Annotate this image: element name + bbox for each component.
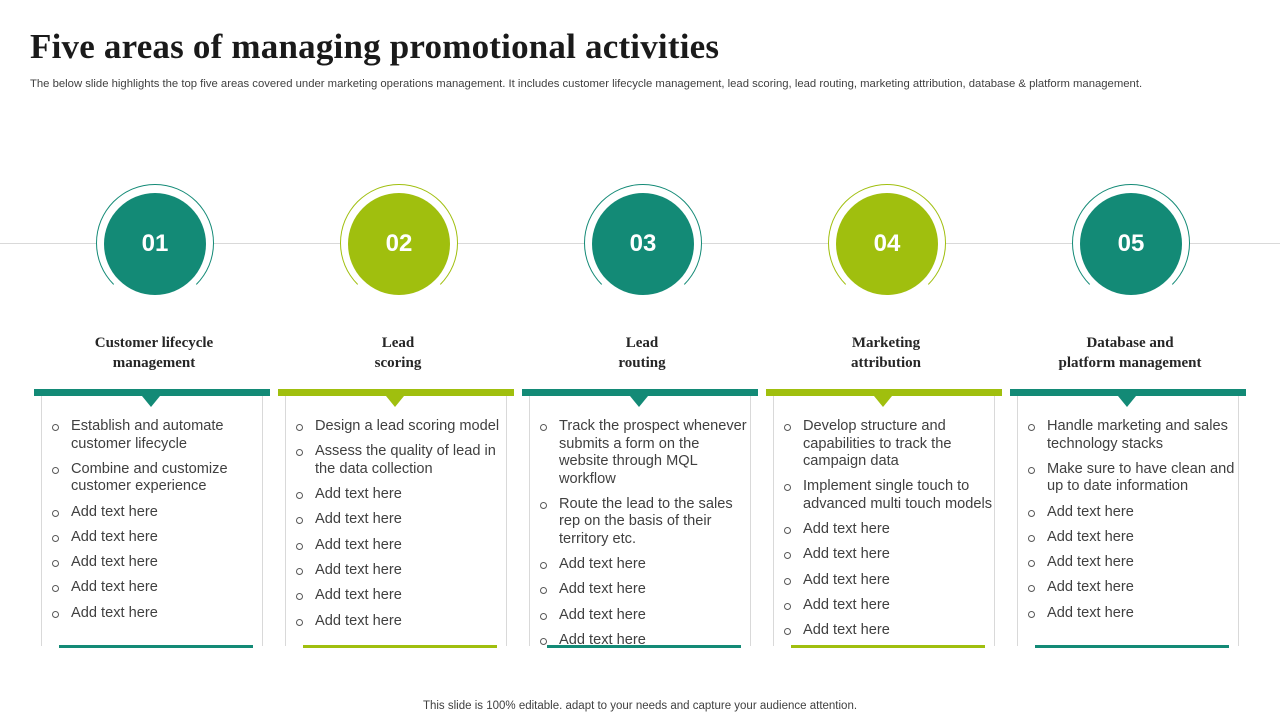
- area-3-bullet-list: [540, 418, 748, 657]
- list-item: Add text here: [1028, 504, 1236, 522]
- list-item: Implement single touch to advanced multi touch models: [784, 478, 992, 513]
- list-item: Develop structure and capabilities to track the campaign data: [784, 418, 992, 471]
- list-item: Handle marketing and sales technology stacks: [1028, 418, 1236, 453]
- area-4-number-circle: 04: [836, 193, 938, 295]
- list-item: Add text here: [296, 486, 504, 504]
- area-column-4: [766, 0, 1010, 720]
- list-item: Add text here: [784, 572, 992, 590]
- list-item: Make sure to have clean and up to date information: [1028, 461, 1236, 496]
- list-item: Add text here: [296, 562, 504, 580]
- list-item: Track the prospect whenever submits a form on the website through MQL workflow: [540, 418, 748, 488]
- area-3-heading-line1: Lead: [625, 335, 659, 351]
- area-2-number-circle: 02: [348, 193, 450, 295]
- list-item: Assess the quality of lead in the data collection: [296, 443, 504, 478]
- area-2-heading-line1: Lead: [381, 335, 415, 351]
- area-3-heading: [522, 333, 762, 373]
- area-1-heading-line1: Customer lifecycle: [94, 335, 214, 351]
- list-item: Add text here: [52, 554, 260, 572]
- list-item: Add text here: [1028, 529, 1236, 547]
- area-2-bullet-list: [296, 418, 504, 638]
- slide-subtitle: The below slide highlights the top five areas covered under marketing operations management. It includes customer lifecycle management, lead scoring, lead routing, marketing attribution, database & platform management.: [30, 78, 1143, 90]
- slide-title: Five areas of managing promotional activities: [30, 27, 720, 66]
- area-2-bottom-bar: [303, 645, 497, 648]
- list-item: Add text here: [540, 556, 748, 574]
- list-item: Add text here: [52, 605, 260, 623]
- list-item: Add text here: [540, 632, 748, 650]
- list-item: Add text here: [784, 597, 992, 615]
- area-1-heading-line2: management: [112, 355, 196, 371]
- list-item: Add text here: [1028, 554, 1236, 572]
- area-5-heading-line2: platform management: [1058, 355, 1202, 371]
- list-item: Add text here: [52, 529, 260, 547]
- area-column-5: [1010, 0, 1254, 720]
- area-4-heading-line2: attribution: [850, 355, 921, 371]
- area-5-number-circle: 05: [1080, 193, 1182, 295]
- list-item: Add text here: [296, 511, 504, 529]
- list-item: Add text here: [296, 537, 504, 555]
- slide-footer-note: This slide is 100% editable. adapt to your needs and capture your audience attention.: [422, 700, 858, 712]
- list-item: Add text here: [52, 504, 260, 522]
- list-item: Add text here: [784, 521, 992, 539]
- list-item: Add text here: [784, 622, 992, 640]
- area-4-heading-line1: Marketing: [851, 335, 921, 351]
- area-column-2: [278, 0, 522, 720]
- area-3-heading-line2: routing: [618, 355, 666, 371]
- area-column-3: [522, 0, 766, 720]
- area-1-heading: [34, 333, 274, 373]
- list-item: Combine and customize customer experience: [52, 461, 260, 496]
- list-item: Add text here: [1028, 605, 1236, 623]
- area-5-bullet-list: [1028, 418, 1236, 630]
- area-2-heading-line2: scoring: [374, 355, 422, 371]
- area-5-heading: [1010, 333, 1250, 373]
- list-item: Add text here: [540, 607, 748, 625]
- area-1-bottom-bar: [59, 645, 253, 648]
- area-5-header-bar: [1010, 389, 1246, 396]
- area-4-heading: [766, 333, 1006, 373]
- list-item: Add text here: [296, 613, 504, 631]
- area-1-header-bar: [34, 389, 270, 396]
- area-5-heading-line1: Database and: [1086, 335, 1174, 351]
- area-2-header-bar: [278, 389, 514, 396]
- list-item: Establish and automate customer lifecycle: [52, 418, 260, 453]
- list-item: Add text here: [540, 581, 748, 599]
- list-item: Add text here: [52, 579, 260, 597]
- list-item: Design a lead scoring model: [296, 418, 504, 436]
- area-3-header-bar: [522, 389, 758, 396]
- area-4-bullet-list: [784, 418, 992, 648]
- area-4-header-bar: [766, 389, 1002, 396]
- area-column-1: [34, 0, 278, 720]
- area-1-number-circle: 01: [104, 193, 206, 295]
- area-5-bottom-bar: [1035, 645, 1229, 648]
- area-3-number-circle: 03: [592, 193, 694, 295]
- list-item: Add text here: [784, 546, 992, 564]
- list-item: Route the lead to the sales rep on the basis of their territory etc.: [540, 496, 748, 549]
- list-item: Add text here: [296, 587, 504, 605]
- area-2-heading: [278, 333, 518, 373]
- area-1-bullet-list: [52, 418, 260, 630]
- list-item: Add text here: [1028, 579, 1236, 597]
